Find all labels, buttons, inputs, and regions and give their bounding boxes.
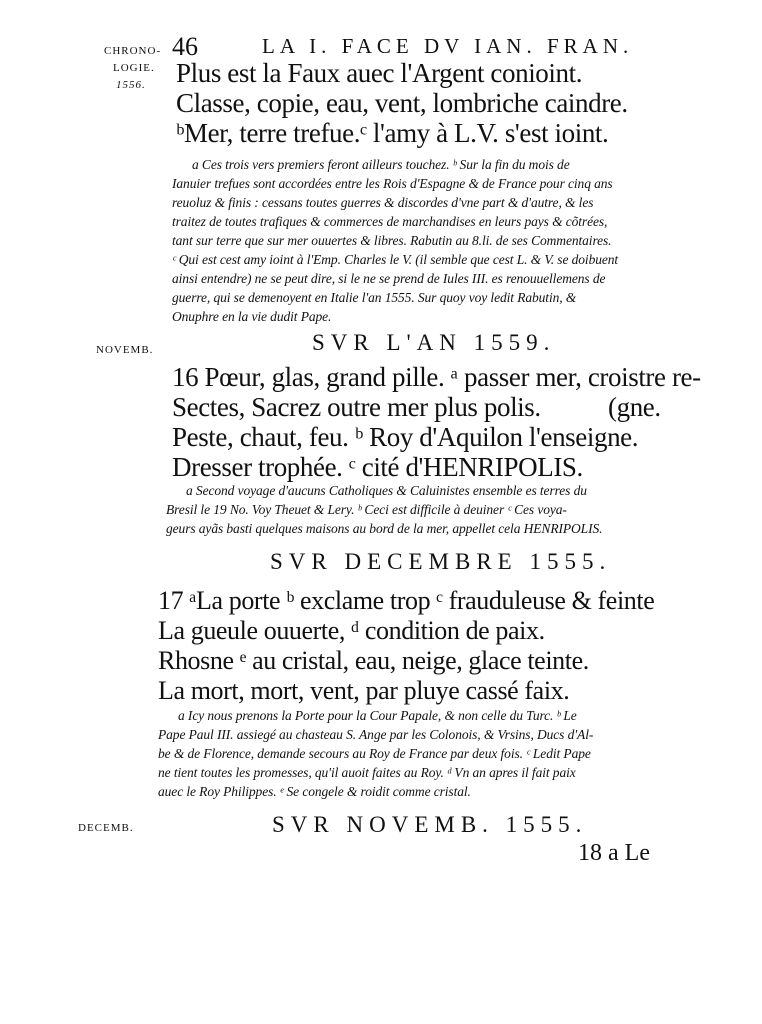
verse-line: Rhosne ᵉ au cristal, eau, neige, glace teinte.: [158, 646, 589, 675]
verse-line: 17 ᵃLa porte ᵇ exclame trop ᶜ frauduleuse & feinte: [158, 586, 655, 615]
note-line: a Ces trois vers premiers feront ailleurs touchez. ᵇ Sur la fin du mois de: [192, 157, 570, 172]
note-line: Pape Paul III. assiegé au chasteau S. Ange par les Colonois, & Vrsins, Ducs d'Al-: [158, 727, 594, 742]
verse-line: ᵇMer, terre trefue.ᶜ l'amy à L.V. s'est ioint.: [176, 118, 609, 148]
note-line: ainsi entendre) ne se peut dire, si le ne se prend de Iules III. es renouuellemens de: [172, 271, 606, 286]
verse-line: La mort, mort, vent, par pluye cassé faix.: [158, 676, 570, 705]
note-line: guerre, qui se demenoyent en Italie l'an 1555. Sur quoy voy ledit Rabutin, &: [172, 290, 577, 305]
catchword: 18 a Le: [578, 840, 650, 866]
note-line: traitez de toutes trafiques & commerces de marchandises en leurs pays & cõtrées,: [172, 214, 608, 229]
page-number: 46: [172, 32, 198, 61]
note-line: a Icy nous prenons la Porte pour la Cour Papale, & non celle du Turc. ᵇ Le: [178, 708, 577, 723]
novembre-label: NOVEMB.: [96, 344, 154, 356]
chronologie-label: CHRONO-: [104, 45, 162, 57]
note-line: auec le Roy Philippes. ᵉ Se congele & roidit comme cristal.: [158, 784, 471, 799]
note-line: Onuphre en la vie dudit Pape.: [172, 309, 332, 324]
running-head: LA I. FACE DV IAN. FRAN.: [262, 34, 634, 58]
verse-line: 16 Pœur, glas, grand pille. ᵃ passer mer, croistre re-: [172, 362, 701, 392]
note-line: tant sur terre que sur mer ouuertes & libres. Rabutin au 8.li. de ses Commentaires.: [172, 233, 612, 248]
note-line: reuoluz & finis : cessans toutes guerres & discordes d'vne part & d'autre, & les: [172, 195, 594, 210]
verse-line: La gueule ouuerte, ᵈ condition de paix.: [158, 616, 545, 645]
section-heading: SVR NOVEMB. 1555.: [272, 812, 588, 837]
note-line: a Second voyage d'aucuns Catholiques & Caluinistes ensemble es terres du: [186, 483, 587, 498]
section-heading: SVR DECEMBRE 1555.: [270, 549, 612, 574]
chronologie-year: 1556.: [116, 79, 146, 91]
decembre-label: DECEMB.: [78, 822, 134, 834]
verse-line: Dresser trophée. ᶜ cité d'HENRIPOLIS.: [172, 452, 583, 482]
note-line: be & de Florence, demande secours au Roy de France par deux fois. ᶜ Ledit Pape: [158, 746, 591, 761]
note-line: geurs ayãs basti quelques maisons au bord de la mer, appellet cela HENRIPOLIS.: [166, 521, 603, 536]
verse-line: Peste, chaut, feu. ᵇ Roy d'Aquilon l'enseigne.: [172, 422, 639, 452]
verse-turnover: (gne.: [608, 392, 661, 422]
chronologie-label-2: LOGIE.: [113, 62, 155, 74]
section-heading: SVR L'AN 1559.: [312, 330, 556, 355]
verse-line: Sectes, Sacrez outre mer plus polis.: [172, 392, 541, 422]
note-line: Ianuier trefues sont accordées entre les Rois d'Espagne & de France pour cinq ans: [172, 176, 613, 191]
note-line: ne tient toutes les promesses, qu'il auoit faites au Roy. ᵈ Vn an apres il fait paix: [158, 765, 576, 780]
note-line: ᶜ Qui est cest amy ioint à l'Emp. Charles le V. (il semble que cest L. & V. se doibuent: [172, 252, 619, 267]
verse-line: Plus est la Faux auec l'Argent conioint.: [176, 58, 583, 88]
verse-line: Classe, copie, eau, vent, lombriche caindre.: [176, 88, 628, 118]
note-line: Bresil le 19 No. Voy Theuet & Lery. ᵇ Ceci est difficile à deuiner ᶜ Ces voya-: [166, 502, 567, 517]
